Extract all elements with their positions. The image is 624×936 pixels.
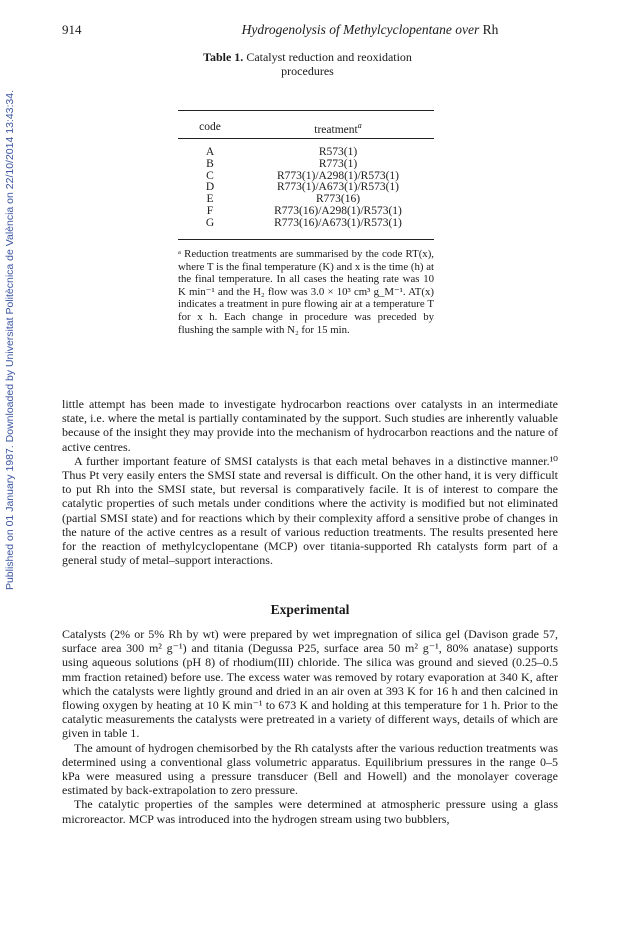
download-watermark (4, 89, 16, 591)
table-cell-code: E (206, 193, 214, 206)
table-header-footnote-mark: a (357, 121, 362, 130)
table-cell-treatment: R773(16)/A673(1)/R573(1) (274, 216, 402, 229)
table-footnote: ᵃ Reduction treatments are summarised by the code RT(x), where T is the final temperature (K) and x is the time (h) at the final temperature. In all cases the heating rate was 10 K min⁻¹ and the H₂ flow was 3.0 × 10³ cm³ g_M⁻¹. AT(x) indicates a treatment in pure flowing air at a temperature T for x h. Each change in procedure was preceded by flushing the sample with N₂ for 15 min. (178, 248, 434, 336)
table-row (178, 218, 434, 230)
table-row (178, 182, 434, 194)
table-cell-code: G (205, 216, 215, 229)
table-cell-treatment: R773(16)/A298(1)/R573(1) (274, 204, 402, 217)
paragraph: Catalysts (2% or 5% Rh by wt) were prepared by wet impregnation of silica gel (Davison grade 57, surface area 300 m² g⁻¹) and titania (Degussa P25, surface area 50 m² g⁻¹, 80% anatase) supports using aqueous solutions (pH 8) of rhodium(III) chloride. The silica was ground and sieved (0.25–0.5 mm fraction retained) before use. The excess water was removed by rotary evaporation at 340 K, after which the catalysts were lightly ground and dried in an air oven at 393 K for 16 h and then calcined in flowing oxygen by heating at 10 K min⁻¹ to 673 K and holding at this temperature for 1 h. Prior to the catalytic measurements the catalysts were pretreated in a variety of different ways, details of which are given in table 1. (62, 627, 558, 741)
table-top-rule (178, 110, 434, 111)
table-cell-code: F (206, 204, 214, 217)
paragraph: A further important feature of SMSI catalysts is that each metal behaves in a distinctive manner.¹⁰ Thus Pt very easily enters the SMSI state and reversal is difficult. On the other hand, it is very difficult to put Rh into the SMSI state, but reversal is comparatively facile. It is of interest to compare the catalytic properties of such metals under conditions where the activity is modified but not eliminated (partial SMSI state) and for reactions which by their complexity afford a sensitive probe of changes in the nature of the active centres as a result of various reduction treatments. The results presented here for the reaction of methylcyclopentane (MCP) over titania-supported Rh catalysts form part of a general study of metal–support interactions. (62, 453, 558, 568)
page-number: 914 (62, 22, 82, 37)
table-header-treatment-text: treatment (314, 123, 358, 136)
table-header-code: code (199, 121, 221, 133)
running-title-text: Hydrogenolysis of Methylcyclopentane over (241, 22, 480, 37)
table-cell-code: B (206, 157, 214, 170)
table-header-treatment (242, 121, 434, 136)
table-cell-treatment: R773(1)/A298(1)/R573(1) (276, 169, 399, 182)
running-title-element: Rh (482, 22, 499, 37)
paragraph: The catalytic properties of the samples were determined at atmospheric pressure using a glass microreactor. MCP was introduced into the hydrogen stream using two bubblers, (62, 797, 558, 826)
section-heading: Experimental (270, 602, 350, 617)
table-row (178, 206, 434, 218)
table-body (178, 147, 434, 230)
paragraph: The amount of hydrogen chemisorbed by the Rh catalysts after the various reduction treatments was determined using a conventional glass volumetric apparatus. Equilibrium pressures in the range 0–5 kPa were measured using a pressure transducer (Bell and Howell) and the monolayer coverage estimated by back-extrapolation to zero pressure. (62, 740, 558, 798)
table-row (178, 147, 434, 159)
download-watermark-text: Published on 01 January 1987. Downloaded by Universitat Politècnica de València on 22/10/2014 13:43:34. (4, 89, 16, 591)
table-label: Table 1. (203, 50, 244, 64)
table-caption (180, 50, 435, 78)
table-cell-code: A (205, 146, 215, 158)
running-title (160, 22, 580, 38)
body-text-lower (62, 627, 558, 826)
table-header-rule (178, 138, 434, 139)
table-row (178, 159, 434, 171)
table-cell-treatment: R573(1) (318, 146, 358, 158)
table-cell-treatment: R773(1) (318, 157, 358, 170)
table-caption-text: Catalyst reduction and reoxidation procedures (246, 50, 412, 78)
body-text-upper (62, 397, 558, 567)
table-cell-code: C (206, 169, 214, 182)
table-cell-code: D (205, 181, 215, 194)
table-cell-treatment: R773(1)/A673(1)/R573(1) (276, 181, 399, 194)
table-cell-treatment: R773(16) (315, 193, 361, 206)
table-bottom-rule (178, 239, 434, 240)
paragraph: little attempt has been made to investigate hydrocarbon reactions over catalysts in an intermediate state, i.e. where the metal is partially contaminated by the support. Such studies are inherently valuable because of the insight they may provide into the mechanism of hydrocarbon reactions and the nature of active centres. (62, 397, 558, 454)
